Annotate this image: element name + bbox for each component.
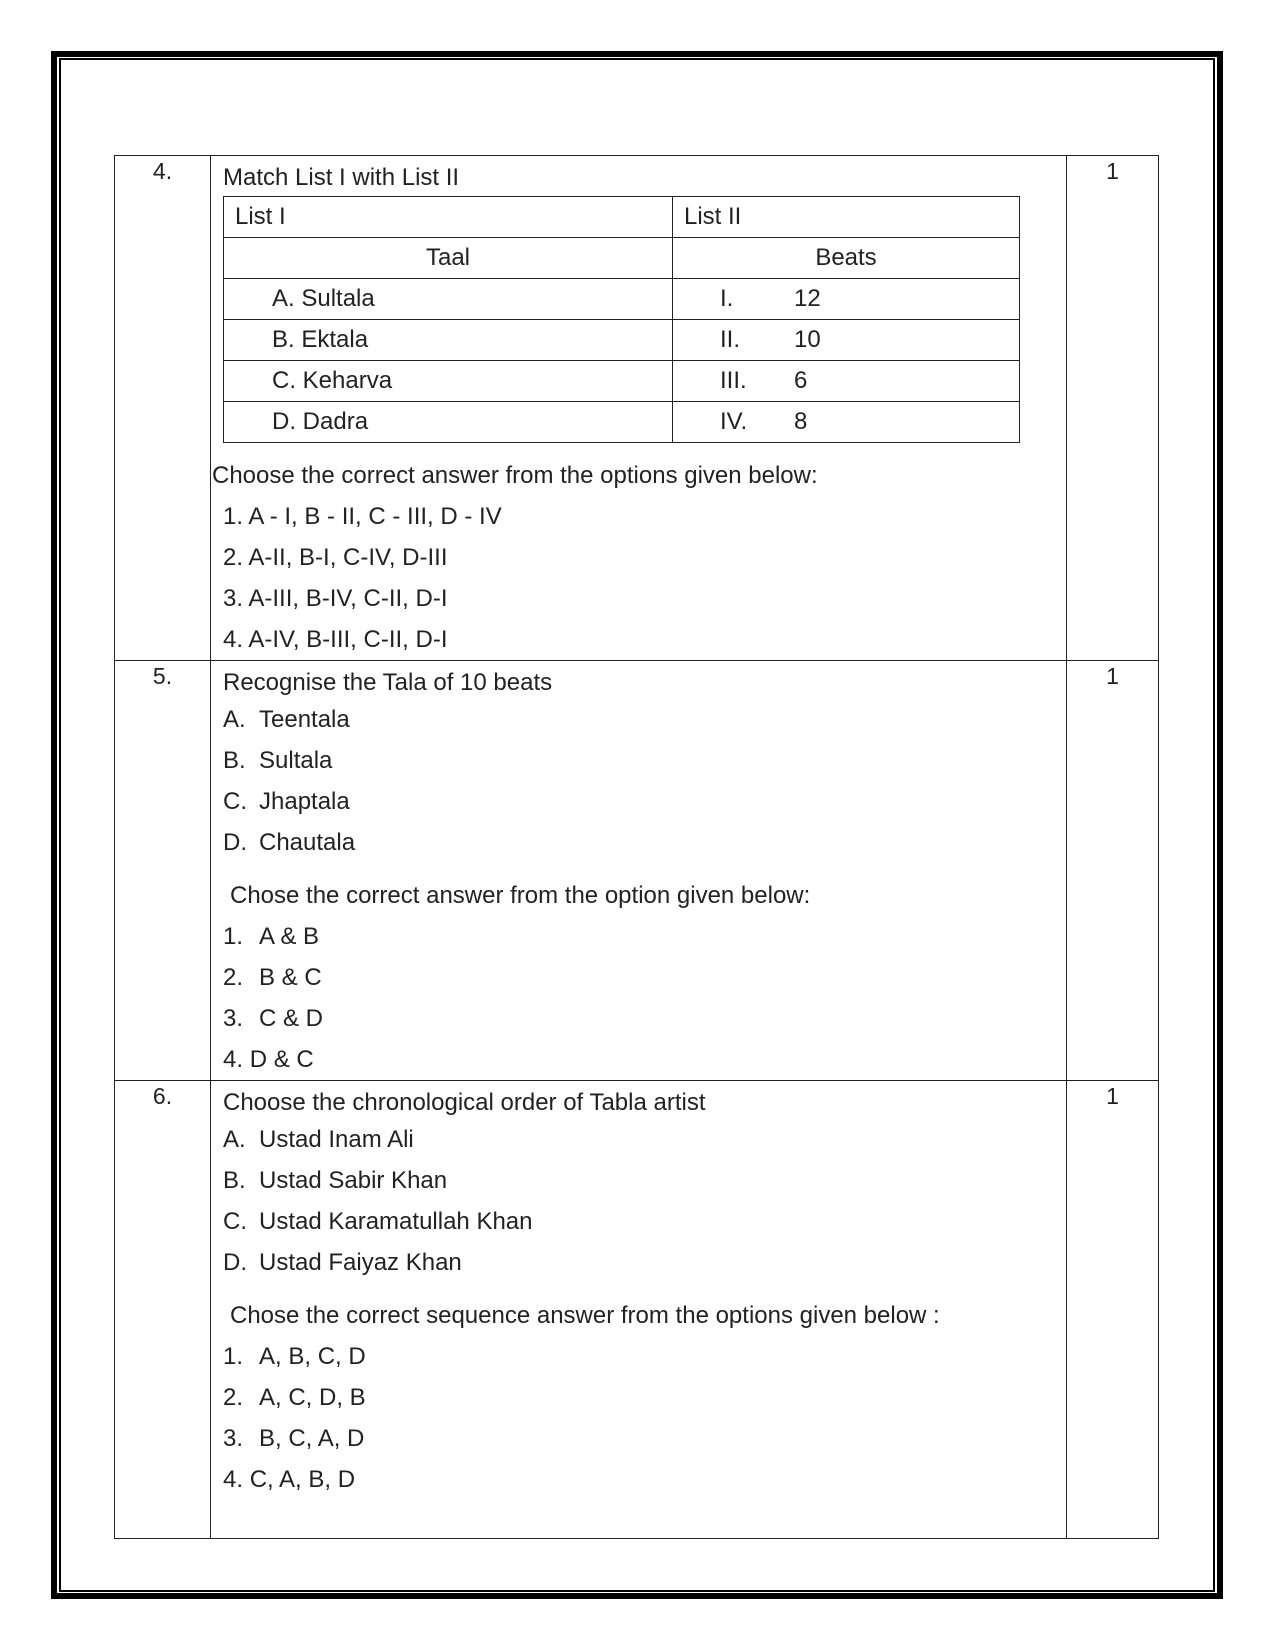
question-content	[211, 661, 1067, 1081]
answer-option: 3. A-III, B-IV, C-II, D-I	[223, 585, 448, 612]
roman-numeral: III.	[720, 367, 747, 394]
option-number: 4.	[223, 1466, 244, 1493]
beats-value: 6	[794, 367, 808, 394]
taal-item: B. Ektala	[224, 320, 673, 361]
question-row	[115, 156, 1159, 661]
item-letter: C.	[223, 788, 247, 815]
beats-item	[673, 402, 1020, 443]
question-marks: 1	[1067, 661, 1159, 1081]
questions-table	[114, 155, 1159, 1539]
match-pair-row	[224, 361, 1020, 402]
item-letter: C.	[223, 1208, 247, 1235]
question-number: 6.	[115, 1081, 211, 1539]
item-text: Sultala	[259, 747, 333, 774]
question-instruction: Chose the correct answer from the option given below:	[230, 882, 811, 909]
option-number: 3.	[223, 1425, 244, 1452]
match-pair-row	[224, 320, 1020, 361]
option-number: 1.	[223, 1343, 244, 1370]
taal-item: D. Dadra	[224, 402, 673, 443]
question-item	[223, 699, 1066, 740]
answer-option	[223, 1377, 1066, 1418]
question-row	[115, 661, 1159, 1081]
option-text: A, B, C, D	[259, 1343, 366, 1370]
answer-option	[223, 998, 1066, 1039]
option-number: 2.	[223, 1384, 244, 1411]
item-text: Jhaptala	[259, 788, 350, 815]
option-text: B, C, A, D	[259, 1425, 365, 1452]
question-instruction: Chose the correct sequence answer from the options given below :	[230, 1302, 940, 1329]
beats-value: 10	[794, 326, 821, 353]
item-text: Ustad Karamatullah Khan	[259, 1208, 533, 1235]
question-item	[223, 740, 1066, 781]
question-prompt: Choose the chronological order of Tabla artist	[223, 1089, 706, 1116]
answer-option: 4. A-IV, B-III, C-II, D-I	[223, 626, 448, 653]
item-text: Ustad Inam Ali	[259, 1126, 414, 1153]
answer-option: 2. A-II, B-I, C-IV, D-III	[223, 544, 448, 571]
question-item	[223, 1201, 1066, 1242]
item-letter: A.	[223, 1126, 246, 1153]
match-pair-row	[224, 402, 1020, 443]
answer-option: 1. A - I, B - II, C - III, D - IV	[223, 503, 502, 530]
item-letter: D.	[223, 1249, 247, 1276]
taal-title: Taal	[224, 238, 673, 279]
item-text: Teentala	[259, 706, 350, 733]
beats-item	[673, 361, 1020, 402]
question-content	[211, 1081, 1067, 1539]
question-content	[211, 156, 1067, 661]
option-number: 4.	[223, 1046, 244, 1073]
option-text: C & D	[259, 1005, 324, 1032]
option-text: C, A, B, D	[249, 1466, 356, 1493]
question-item	[223, 1160, 1066, 1201]
beats-value: 12	[794, 285, 821, 312]
list-ii-header: List II	[673, 197, 1020, 238]
question-instruction: Choose the correct answer from the options given below:	[212, 462, 818, 489]
item-text: Chautala	[259, 829, 356, 856]
question-number: 5.	[115, 661, 211, 1081]
match-pair-row	[224, 279, 1020, 320]
option-number: 2.	[223, 964, 244, 991]
roman-numeral: I.	[720, 285, 734, 312]
beats-title: Beats	[673, 238, 1020, 279]
question-marks: 1	[1067, 156, 1159, 661]
roman-numeral: II.	[720, 326, 741, 353]
question-prompt: Recognise the Tala of 10 beats	[223, 669, 553, 696]
answer-option	[223, 1418, 1066, 1459]
option-number: 1.	[223, 923, 244, 950]
item-letter: B.	[223, 747, 246, 774]
taal-item: C. Keharva	[224, 361, 673, 402]
option-text: A, C, D, B	[259, 1384, 366, 1411]
question-marks: 1	[1067, 1081, 1159, 1539]
answer-option	[223, 1459, 1066, 1500]
question-item	[223, 1119, 1066, 1160]
match-table	[223, 196, 1020, 443]
item-letter: D.	[223, 829, 247, 856]
answer-option	[223, 916, 1066, 957]
question-item	[223, 781, 1066, 822]
taal-item: A. Sultala	[224, 279, 673, 320]
beats-item	[673, 279, 1020, 320]
match-title-row	[224, 238, 1020, 279]
option-number: 3.	[223, 1005, 244, 1032]
item-letter: A.	[223, 706, 246, 733]
item-text: Ustad Sabir Khan	[259, 1167, 448, 1194]
answer-option	[223, 1336, 1066, 1377]
beats-value: 8	[794, 408, 808, 435]
answer-option	[223, 957, 1066, 998]
item-text: Ustad Faiyaz Khan	[259, 1249, 462, 1276]
item-letter: B.	[223, 1167, 246, 1194]
question-prompt: Match List I with List II	[223, 164, 460, 191]
option-text: D & C	[249, 1046, 314, 1073]
match-header-row	[224, 197, 1020, 238]
question-item	[223, 822, 1066, 863]
question-row	[115, 1081, 1159, 1539]
option-text: B & C	[259, 964, 322, 991]
roman-numeral: IV.	[720, 408, 748, 435]
answer-option	[223, 1039, 1066, 1080]
beats-item	[673, 320, 1020, 361]
question-number: 4.	[115, 156, 211, 661]
list-i-header: List I	[224, 197, 673, 238]
option-text: A & B	[259, 923, 320, 950]
question-item	[223, 1242, 1066, 1283]
